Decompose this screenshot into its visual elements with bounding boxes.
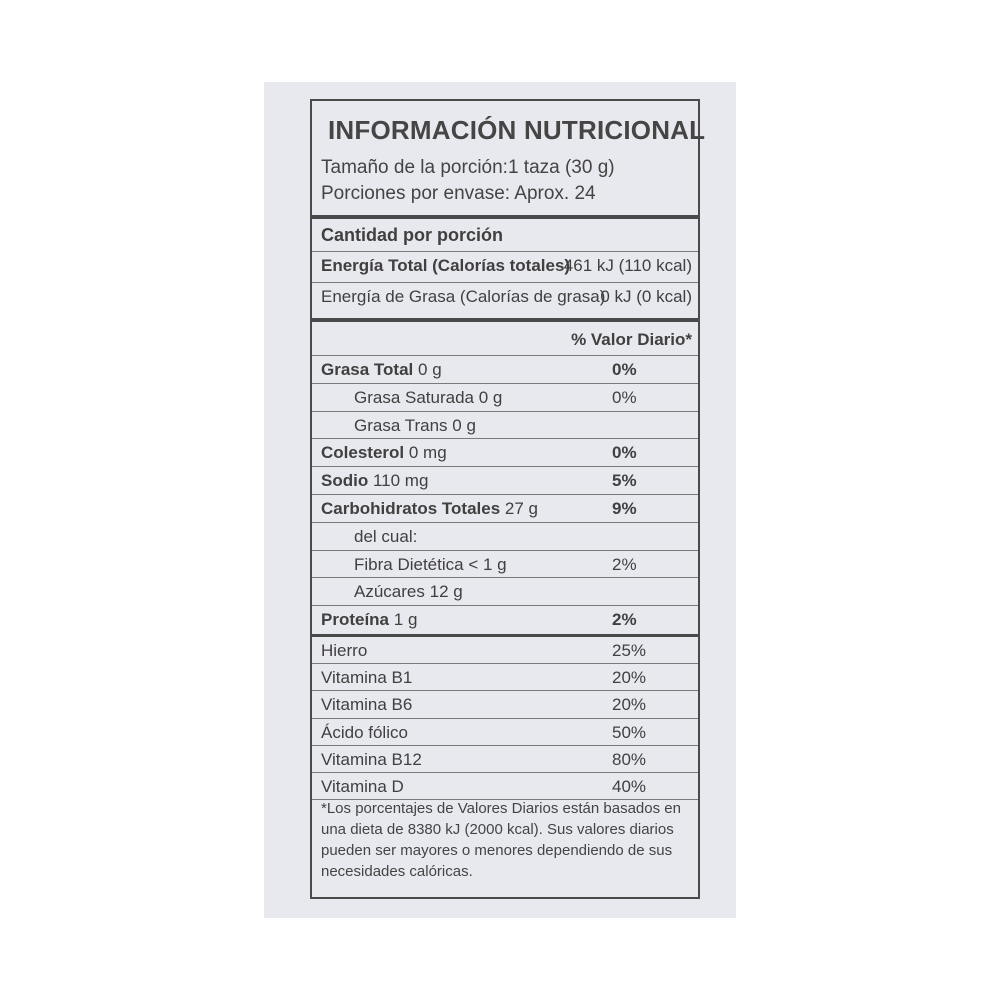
nutrient-name: Grasa Saturada bbox=[354, 387, 475, 407]
nutrient-label bbox=[354, 388, 502, 408]
vitamin-name: Vitamina B12 bbox=[321, 749, 422, 769]
nutrient-name: Colesterol bbox=[321, 443, 405, 463]
nutrient-row bbox=[312, 523, 698, 551]
vitamin-daily-value: 80% bbox=[612, 749, 647, 769]
nutrient-amount: 0 g bbox=[452, 415, 476, 435]
nutrient-row bbox=[312, 412, 698, 440]
nutrient-daily-value: 2% bbox=[612, 554, 637, 574]
nutrient-row bbox=[312, 439, 698, 467]
vitamin-row bbox=[312, 637, 698, 664]
nutrient-amount: 0 g bbox=[418, 360, 442, 379]
nutrient-label bbox=[321, 499, 538, 519]
nutrient-amount: 27 g bbox=[504, 499, 538, 518]
serving-size: Tamaño de la porción:1 taza (30 g) bbox=[321, 157, 615, 178]
dv-header: % Valor Diario* bbox=[571, 330, 692, 349]
nutrient-name: del cual: bbox=[354, 526, 418, 546]
energy-fat-value: 0 kJ (0 kcal) bbox=[600, 287, 692, 306]
nutrient-row bbox=[312, 356, 698, 384]
nutrient-daily-value: 0% bbox=[612, 387, 637, 407]
vitamin-row bbox=[312, 746, 698, 773]
energy-total-value: 461 kJ (110 kcal) bbox=[563, 256, 692, 275]
nutrient-amount: 0 g bbox=[478, 387, 503, 407]
nutrient-row bbox=[312, 551, 698, 579]
nutrient-row bbox=[312, 606, 698, 634]
nutrient-amount: 110 mg bbox=[372, 471, 429, 491]
nutrition-label-card bbox=[264, 82, 736, 918]
nutrient-daily-value: 2% bbox=[612, 610, 637, 630]
amount-header: Cantidad por porción bbox=[321, 225, 503, 245]
amount-per-serving-row bbox=[312, 219, 698, 252]
nutrient-label bbox=[354, 582, 463, 602]
energy-fat-label: Energía de Grasa (Calorías de grasa) bbox=[321, 287, 606, 306]
nutrient-name: Carbohidratos Totales bbox=[321, 499, 501, 518]
servings-per-container: Porciones por envase: Aprox. 24 bbox=[321, 183, 596, 204]
vitamin-row bbox=[312, 719, 698, 746]
nutrient-label bbox=[321, 443, 447, 463]
nutrient-daily-value: 0% bbox=[612, 360, 637, 379]
vitamin-name: Ácido fólico bbox=[321, 722, 408, 742]
vitamin-row bbox=[312, 664, 698, 691]
label-title: INFORMACIÓN NUTRICIONAL bbox=[328, 115, 706, 145]
vitamin-row bbox=[312, 773, 698, 800]
energy-total-label: Energía Total (Calorías totales) bbox=[321, 256, 571, 275]
vitamin-daily-value: 25% bbox=[612, 641, 647, 660]
nutrient-label bbox=[354, 527, 417, 547]
nutrient-amount: 12 g bbox=[429, 582, 463, 602]
vitamin-name: Vitamina B6 bbox=[321, 695, 413, 715]
nutrient-label bbox=[321, 360, 442, 380]
nutrient-row bbox=[312, 495, 698, 523]
energy-fat-row bbox=[312, 283, 698, 316]
nutrient-name: Fibra Dietética bbox=[354, 554, 464, 574]
nutrient-row bbox=[312, 578, 698, 606]
vitamin-daily-value: 20% bbox=[612, 695, 647, 715]
footnote: *Los porcentajes de Valores Diarios están basados en una dieta de 8380 kJ (2000 kcal). Sus valores diarios pueden ser mayores o menores dependiendo de sus necesidades calóricas. bbox=[321, 800, 681, 880]
nutrient-label bbox=[354, 416, 476, 436]
nutrient-row bbox=[312, 384, 698, 412]
dv-header-row bbox=[312, 322, 698, 356]
vitamin-name: Hierro bbox=[321, 641, 368, 660]
nutrient-name: Sodio bbox=[321, 471, 369, 491]
nutrient-label bbox=[321, 471, 428, 491]
nutrient-amount: < 1 g bbox=[468, 554, 507, 574]
nutrient-label bbox=[321, 610, 417, 630]
nutrient-name: Proteína bbox=[321, 610, 390, 630]
nutrient-name: Grasa Total bbox=[321, 360, 414, 379]
nutrient-daily-value: 5% bbox=[612, 471, 637, 491]
vitamin-daily-value: 40% bbox=[612, 777, 647, 796]
vitamin-row bbox=[312, 691, 698, 718]
nutrient-label bbox=[354, 555, 507, 575]
vitamin-name: Vitamina B1 bbox=[321, 668, 413, 688]
nutrient-name: Grasa Trans bbox=[354, 415, 448, 435]
nutrient-daily-value: 0% bbox=[612, 443, 637, 463]
vitamin-name: Vitamina D bbox=[321, 777, 404, 796]
nutrient-row bbox=[312, 467, 698, 495]
nutrient-amount: 0 mg bbox=[408, 443, 447, 463]
nutrition-facts-panel bbox=[310, 99, 706, 899]
vitamin-daily-value: 20% bbox=[612, 668, 647, 688]
vitamin-daily-value: 50% bbox=[612, 722, 647, 742]
nutrient-name: Azúcares bbox=[354, 582, 425, 602]
nutrient-amount: 1 g bbox=[393, 610, 418, 630]
nutrient-daily-value: 9% bbox=[612, 499, 637, 518]
energy-total-row bbox=[312, 252, 698, 283]
